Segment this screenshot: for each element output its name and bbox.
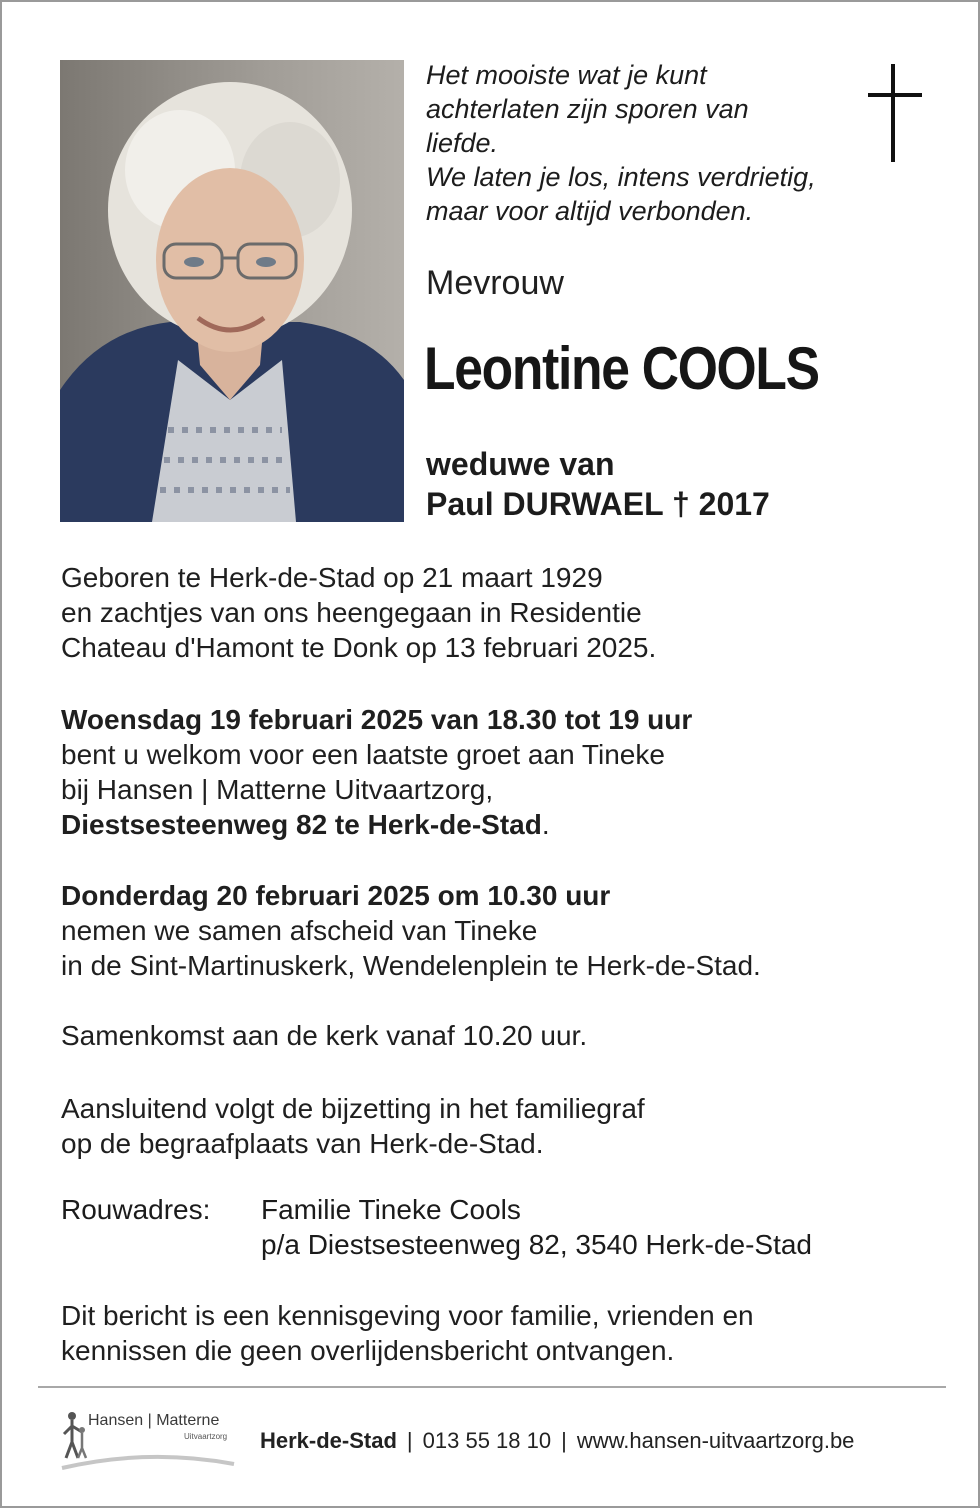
cross-icon — [864, 64, 924, 162]
funeral-home-logo — [58, 1408, 238, 1474]
visitation-heading: Woensdag 19 februari 2025 van 18.30 tot 19 uur — [61, 704, 693, 735]
text-line: Chateau d'Hamont te Donk op 13 februari 2025. — [61, 632, 657, 663]
text-line: in de Sint-Martinuskerk, Wendelenplein te Herk-de-Stad. — [61, 950, 761, 981]
visitation-location-line — [61, 807, 941, 842]
deceased-name: Leontine COOLS — [424, 335, 819, 402]
text-line: Dit bericht is een kennisgeving voor familie, vrienden en — [61, 1300, 754, 1331]
address-label: Rouwadres: — [61, 1194, 211, 1225]
footer-city: Herk-de-Stad — [260, 1428, 397, 1453]
divider — [38, 1386, 946, 1388]
quote-line: maar voor altijd verbonden. — [426, 196, 754, 226]
address-lines — [261, 1192, 812, 1262]
gathering-paragraph — [61, 1018, 941, 1053]
portrait-photo — [60, 60, 404, 522]
footer-phone[interactable]: 013 55 18 10 — [422, 1428, 552, 1453]
text-line: op de begraafplaats van Herk-de-Stad. — [61, 1128, 544, 1159]
logo-name: Hansen | Matterne — [88, 1412, 220, 1429]
memorial-quote — [426, 58, 866, 228]
quote-line: Het mooiste wat je kunt — [426, 60, 707, 90]
burial-paragraph — [61, 1091, 941, 1161]
logo-subtitle: Uitvaartzorg — [184, 1432, 228, 1441]
funeral-heading: Donderdag 20 februari 2025 om 10.30 uur — [61, 880, 611, 911]
text-line: bent u welkom voor een laatste groet aan Tineke — [61, 739, 665, 770]
relation-label: weduwe van — [426, 446, 615, 482]
contact-footer — [260, 1426, 854, 1456]
spouse-name: Paul DURWAEL † 2017 — [426, 486, 770, 522]
address-line: Familie Tineke Cools — [261, 1194, 521, 1225]
text-line: Aansluitend volgt de bijzetting in het familiegraf — [61, 1093, 645, 1124]
footer-separator: | — [561, 1428, 567, 1453]
quote-line: liefde. — [426, 128, 499, 158]
visitation-location: Diestsesteenweg 82 te Herk-de-Stad — [61, 809, 542, 840]
quote-line: We laten je los, intens verdrietig, — [426, 162, 816, 192]
text-line: Samenkomst aan de kerk vanaf 10.20 uur. — [61, 1020, 588, 1051]
text-line: bij Hansen | Matterne Uitvaartzorg, — [61, 774, 494, 805]
notice-paragraph — [61, 1298, 941, 1368]
text-line: Geboren te Herk-de-Stad op 21 maart 1929 — [61, 562, 603, 593]
address-line: p/a Diestsesteenweg 82, 3540 Herk-de-Stad — [261, 1229, 812, 1260]
footer-separator: | — [406, 1428, 413, 1453]
text-line: nemen we samen afscheid van Tineke — [61, 915, 538, 946]
location-suffix: . — [541, 809, 550, 840]
text-line: en zachtjes van ons heengegaan in Residentie — [61, 597, 642, 628]
funeral-paragraph — [61, 878, 941, 983]
honorific: Mevrouw — [426, 264, 564, 302]
birth-death-paragraph — [61, 560, 941, 665]
text-line: kennissen die geen overlijdensbericht ontvangen. — [61, 1335, 675, 1366]
spouse-block — [426, 444, 770, 524]
visitation-paragraph — [61, 702, 941, 842]
quote-line: achterlaten zijn sporen van — [426, 94, 749, 124]
footer-website[interactable]: www.hansen-uitvaartzorg.be — [576, 1428, 855, 1453]
